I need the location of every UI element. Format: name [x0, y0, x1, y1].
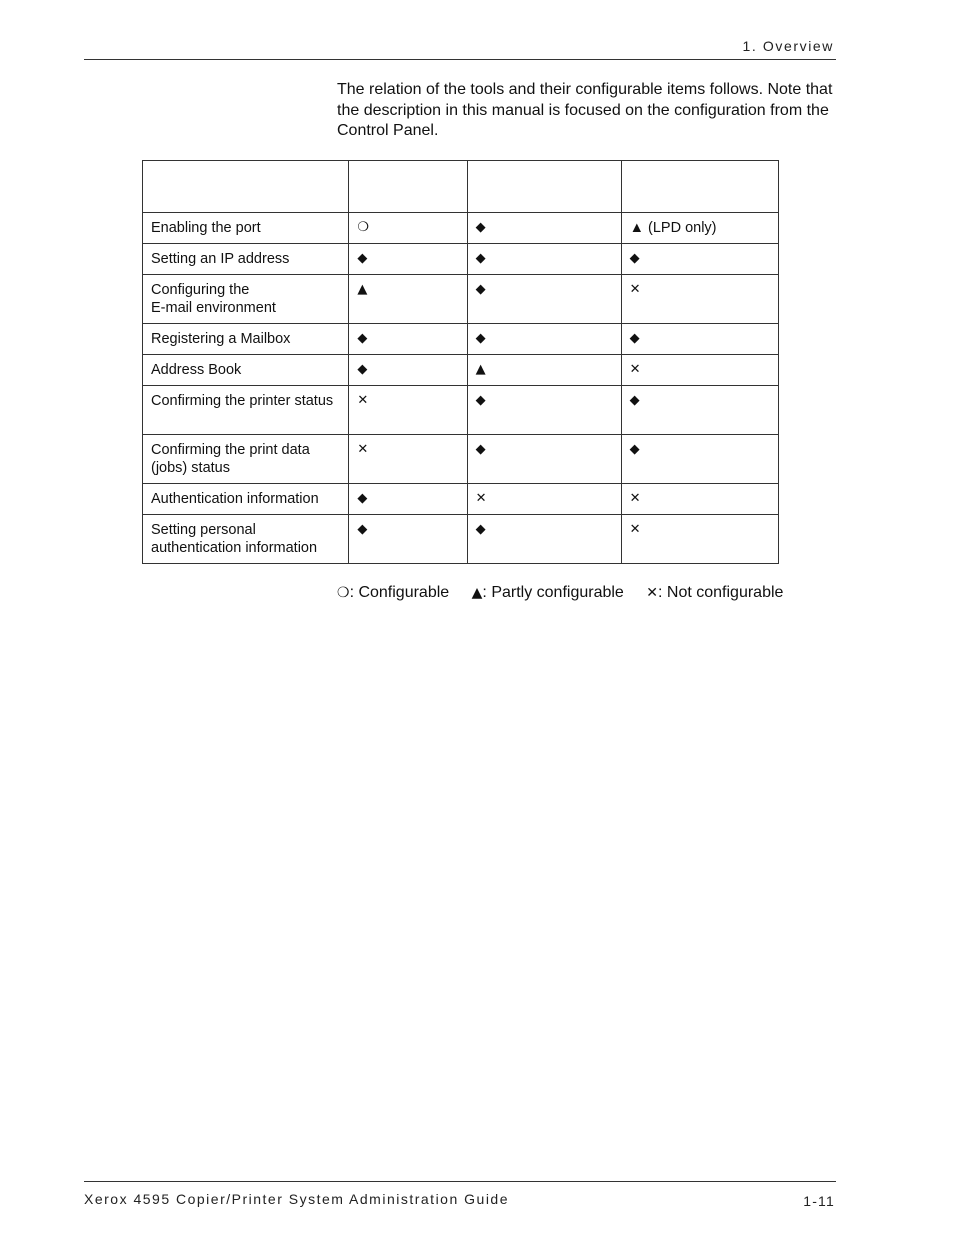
header-cell — [621, 161, 778, 213]
table-row — [143, 213, 779, 244]
symbol-cell: ◆ — [467, 244, 621, 275]
table-row — [143, 275, 779, 324]
symbol-cell: ◆ — [349, 324, 467, 355]
symbol-cell: ◆ — [467, 515, 621, 564]
symbol-cell: ◆ — [467, 324, 621, 355]
table-row — [143, 355, 779, 386]
symbol-cell: ◆ — [467, 213, 621, 244]
item-cell: Setting personal authentication information — [143, 515, 349, 564]
symbol-cell: ◆ — [621, 244, 778, 275]
symbol-cell: ◆ — [621, 435, 778, 484]
footer-title: Xerox 4595 Copier/Printer System Administration Guide — [84, 1191, 509, 1207]
legend-label: : Not configurable — [658, 584, 784, 601]
table-header-row — [143, 161, 779, 213]
table-row — [143, 435, 779, 484]
symbol-cell: ◆ — [467, 275, 621, 324]
table-row — [143, 244, 779, 275]
legend-configurable — [337, 584, 449, 601]
section-header: 1. Overview — [742, 38, 834, 54]
symbol-cell: ✕ — [621, 275, 778, 324]
symbol-cell: ◆ — [621, 324, 778, 355]
item-cell: Confirming the print data (jobs) status — [143, 435, 349, 484]
item-cell: Registering a Mailbox — [143, 324, 349, 355]
symbol-cell: ▲ — [467, 355, 621, 386]
configuration-table — [142, 160, 779, 564]
symbol-cell: ✕ — [621, 515, 778, 564]
symbol-cell: ◆ — [349, 484, 467, 515]
symbol-cell: ◆ — [621, 386, 778, 435]
header-cell — [349, 161, 467, 213]
symbol-cell: ✕ — [621, 484, 778, 515]
item-cell: Setting an IP address — [143, 244, 349, 275]
header-rule — [84, 59, 836, 60]
item-cell: Address Book — [143, 355, 349, 386]
symbol-cell: ✕ — [349, 435, 467, 484]
symbol-cell: ◆ — [467, 435, 621, 484]
footer-rule — [84, 1181, 836, 1182]
item-cell: Configuring the E-mail environment — [143, 275, 349, 324]
intro-paragraph: The relation of the tools and their configurable items follows. Note that the description in this manual is focused on the configuration from the Control Panel. — [337, 81, 833, 139]
symbol-cell: ❍ — [349, 213, 467, 244]
symbol-cell: ◆ — [349, 244, 467, 275]
legend-label: : Partly configurable — [482, 584, 624, 601]
symbol-cell: ✕ — [349, 386, 467, 435]
legend-not — [646, 584, 783, 601]
symbol-cell: ▲ — [349, 275, 467, 324]
header-cell — [143, 161, 349, 213]
item-cell: Authentication information — [143, 484, 349, 515]
symbol-cell: ✕ — [621, 355, 778, 386]
table-row — [143, 515, 779, 564]
item-cell: Enabling the port — [143, 213, 349, 244]
symbol-cell: ✕ — [467, 484, 621, 515]
triangle-icon: ▲ — [471, 585, 483, 601]
table-row — [143, 484, 779, 515]
circle-icon: ❍ — [337, 585, 350, 601]
table-row — [143, 386, 779, 435]
symbol-cell: ◆ — [349, 515, 467, 564]
symbol-cell: ◆ — [349, 355, 467, 386]
legend — [337, 584, 801, 602]
symbol-cell: ◆ — [467, 386, 621, 435]
header-cell — [467, 161, 621, 213]
table-row — [143, 324, 779, 355]
legend-partly — [472, 584, 624, 601]
page-number: 1-11 — [803, 1193, 835, 1209]
item-cell: Confirming the printer status — [143, 386, 349, 435]
cross-icon: ✕ — [646, 585, 659, 601]
legend-label: : Configurable — [349, 584, 450, 601]
symbol-cell: ▲ (LPD only) — [621, 213, 778, 244]
